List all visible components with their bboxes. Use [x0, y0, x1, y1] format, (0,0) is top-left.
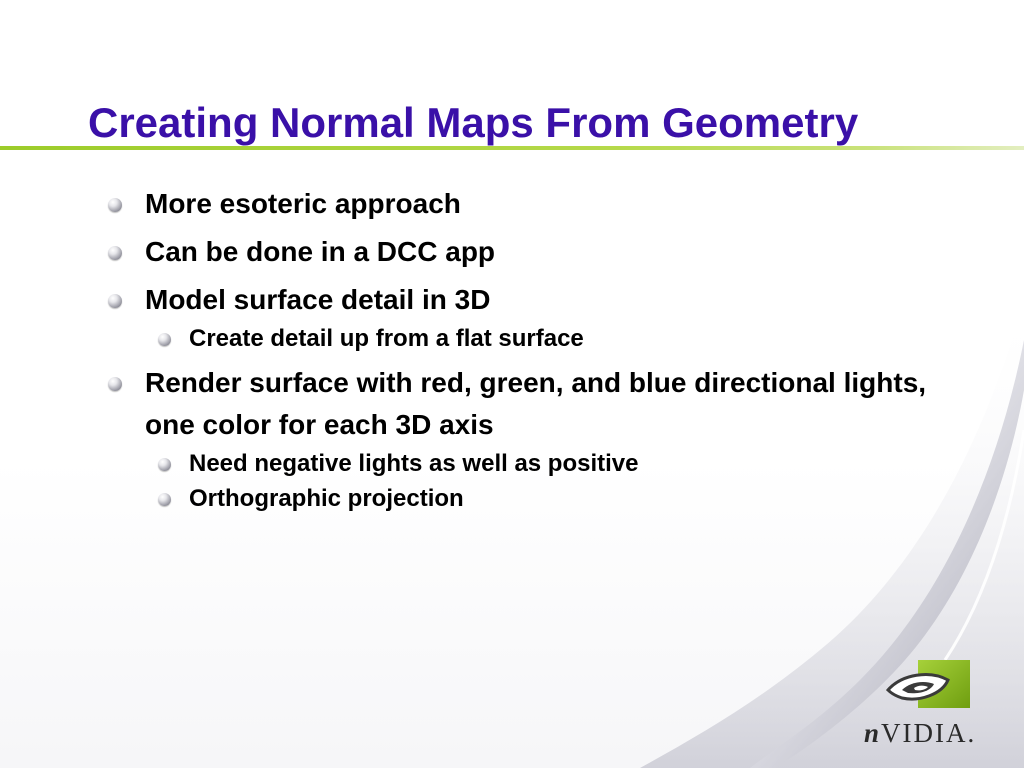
bullet-item — [100, 279, 980, 321]
sub-bullet-text: Orthographic projection — [189, 485, 464, 512]
sub-bullet-item — [100, 321, 980, 356]
bullet-text: Model surface detail in 3D — [145, 284, 491, 315]
nvidia-eye-logo-icon — [884, 660, 972, 716]
nvidia-wordmark — [864, 716, 976, 750]
sub-bullet-item — [100, 446, 980, 481]
bullet-item — [100, 231, 980, 273]
wordmark-rest: VIDIA. — [881, 718, 977, 748]
sub-bullet-item — [100, 481, 980, 516]
bullet-text: Can be done in a DCC app — [145, 236, 496, 267]
bullet-text: Render surface with red, green, and blue directional lights, one color for each 3D axis — [145, 367, 927, 440]
bullet-item — [100, 362, 980, 446]
sub-bullet-text: Need negative lights as well as positive — [189, 450, 639, 477]
bullet-item — [100, 183, 980, 225]
bullet-list — [100, 183, 980, 516]
slide-title: Creating Normal Maps From Geometry — [88, 99, 859, 146]
nvidia-logo — [864, 660, 1014, 752]
bullet-text: More esoteric approach — [145, 188, 461, 219]
sphere-bullet-icon — [158, 493, 171, 506]
sphere-bullet-icon — [108, 294, 122, 308]
wordmark-n: n — [864, 718, 882, 748]
sub-bullet-text: Create detail up from a flat surface — [189, 325, 584, 352]
sphere-bullet-icon — [108, 198, 122, 212]
sphere-bullet-icon — [158, 333, 171, 346]
title-rule — [0, 146, 1024, 150]
sphere-bullet-icon — [108, 377, 122, 391]
sphere-bullet-icon — [108, 246, 122, 260]
sphere-bullet-icon — [158, 458, 171, 471]
